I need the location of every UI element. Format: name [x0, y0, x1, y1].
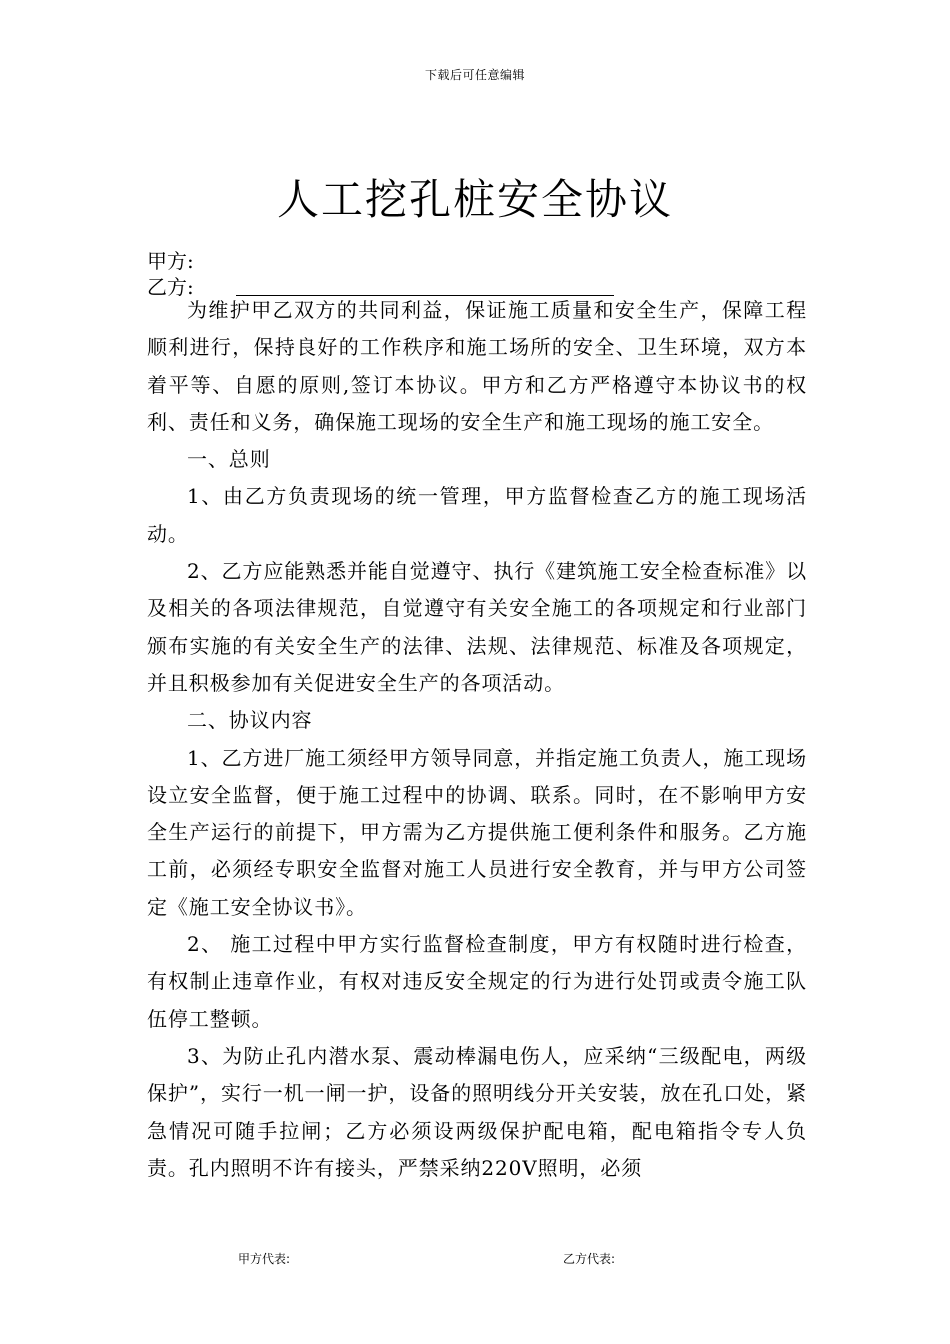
intro-paragraph: 为维护甲乙双方的共同利益，保证施工质量和安全生产，保障工程顺利进行，保持良好的工作秩序和施工场所的安全、卫生环境，双方本着平等、自愿的原则,签订本协议。甲方和乙方严格遵守本协议书的权利、责任和义务，确保施工现场的安全生产和施工现场的施工安全。 [147, 298, 807, 434]
party-a-representative: 甲方代表: [238, 1252, 291, 1266]
content-clause-3: 3、为防止孔内潜水泵、震动棒漏电伤人，应采纳“三级配电，两级保护”，实行一机一闸一护，设备的照明线分开关安装，放在孔口处，紧急情况可随手拉闸；乙方必须设两级保护配电箱，配电箱指令专人负责。孔内照明不许有接头，严禁采纳220V照明，必须 [147, 1043, 807, 1180]
section-heading-content: 二、协议内容 [187, 708, 313, 733]
section-heading-general: 一、总则 [187, 447, 271, 472]
header-note: 下载后可任意编辑 [424, 68, 525, 82]
party-b-label: 乙方: [147, 275, 194, 299]
general-clause-2: 2、乙方应能熟悉并能自觉遵守、执行《建筑施工安全检查标准》以及相关的各项法律规范，自觉遵守有关安全施工的各项规定和行业部门颁布实施的有关安全生产的法律、法规、法律规范、标准及各项规定，并且积极参加有关促进安全生产的各项活动。 [147, 559, 807, 695]
agreement-body [147, 292, 807, 1187]
content-clause-2: 2、 施工过程中甲方实行监督检查制度，甲方有权随时进行检查，有权制止违章作业，有权对违反安全规定的行为进行处罚或责令施工队伍停工整顿。 [147, 932, 807, 1031]
party-b-representative: 乙方代表: [563, 1252, 616, 1266]
general-clause-1: 1、由乙方负责现场的统一管理，甲方监督检查乙方的施工现场活动。 [147, 484, 807, 546]
document-title: 人工挖孔桩安全协议 [276, 175, 673, 224]
party-a-label: 甲方: [147, 249, 194, 273]
content-clause-1: 1、乙方进厂施工须经甲方领导同意，并指定施工负责人，施工现场设立安全监督，便于施工过程中的协调、联系。同时，在不影响甲方安全生产运行的前提下，甲方需为乙方提供施工便利条件和服务。乙方施工前，必须经专职安全监督对施工人员进行安全教育，并与甲方公司签定《施工安全协议书》。 [147, 745, 807, 919]
